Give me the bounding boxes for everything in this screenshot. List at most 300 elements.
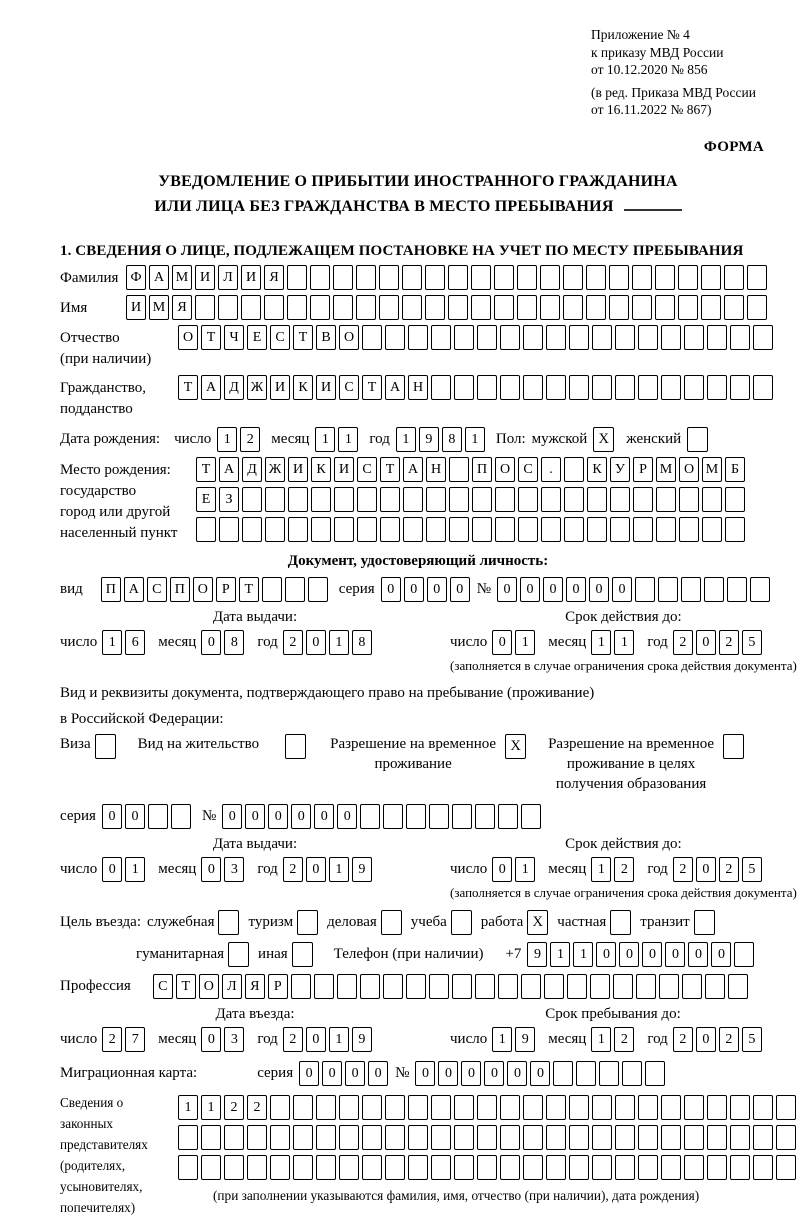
char-cell[interactable] [201, 1155, 221, 1180]
char-cell[interactable] [661, 1095, 681, 1120]
char-cell[interactable] [242, 487, 262, 512]
char-cell[interactable] [242, 517, 262, 542]
migration-series-boxes[interactable] [299, 1061, 391, 1086]
char-cell[interactable] [406, 974, 426, 999]
visa-checkbox[interactable] [95, 734, 116, 759]
char-cell[interactable] [730, 1095, 750, 1120]
char-cell[interactable] [224, 1125, 244, 1150]
char-cell[interactable] [776, 1095, 796, 1120]
char-cell[interactable] [383, 974, 403, 999]
char-cell[interactable] [592, 325, 612, 350]
char-cell[interactable] [311, 487, 331, 512]
purpose-transit-checkbox[interactable] [694, 910, 715, 935]
char-cell[interactable]: О [339, 325, 359, 350]
char-cell[interactable]: 8 [352, 630, 372, 655]
identity-issue-month[interactable] [201, 630, 247, 655]
char-cell[interactable]: 0 [381, 577, 401, 602]
char-cell[interactable] [402, 295, 422, 320]
char-cell[interactable] [270, 1125, 290, 1150]
char-cell[interactable]: 0 [415, 1061, 435, 1086]
char-cell[interactable] [679, 487, 699, 512]
char-cell[interactable] [704, 577, 724, 602]
char-cell[interactable]: А [149, 265, 169, 290]
char-cell[interactable]: Ф [126, 265, 146, 290]
char-cell[interactable] [316, 1095, 336, 1120]
char-cell[interactable] [196, 517, 216, 542]
char-cell[interactable] [498, 804, 518, 829]
char-cell[interactable]: 2 [614, 1027, 634, 1052]
char-cell[interactable] [360, 804, 380, 829]
purpose-business-checkbox[interactable] [381, 910, 402, 935]
char-cell[interactable]: 0 [427, 577, 447, 602]
char-cell[interactable]: . [541, 457, 561, 482]
char-cell[interactable]: 0 [222, 804, 242, 829]
char-cell[interactable] [707, 1125, 727, 1150]
char-cell[interactable]: Н [408, 375, 428, 400]
char-cell[interactable]: 0 [345, 1061, 365, 1086]
char-cell[interactable] [656, 487, 676, 512]
char-cell[interactable] [587, 487, 607, 512]
char-cell[interactable] [454, 1155, 474, 1180]
char-cell[interactable] [425, 265, 445, 290]
phone-boxes[interactable] [527, 942, 757, 967]
char-cell[interactable]: Т [239, 577, 259, 602]
residence-issue-day[interactable] [102, 857, 148, 882]
char-cell[interactable] [287, 295, 307, 320]
char-cell[interactable] [563, 265, 583, 290]
char-cell[interactable]: Д [224, 375, 244, 400]
doc-series-boxes[interactable] [381, 577, 473, 602]
char-cell[interactable]: 1 [178, 1095, 198, 1120]
char-cell[interactable] [500, 1095, 520, 1120]
char-cell[interactable]: 0 [201, 857, 221, 882]
char-cell[interactable]: Е [196, 487, 216, 512]
char-cell[interactable] [408, 325, 428, 350]
char-cell[interactable] [707, 325, 727, 350]
char-cell[interactable] [494, 295, 514, 320]
char-cell[interactable]: 0 [306, 1027, 326, 1052]
char-cell[interactable] [448, 295, 468, 320]
char-cell[interactable] [403, 517, 423, 542]
char-cell[interactable] [310, 295, 330, 320]
char-cell[interactable] [385, 1155, 405, 1180]
char-cell[interactable]: 1 [125, 857, 145, 882]
char-cell[interactable] [645, 1061, 665, 1086]
char-cell[interactable] [288, 487, 308, 512]
char-cell[interactable]: 2 [673, 630, 693, 655]
char-cell[interactable] [472, 487, 492, 512]
surname-boxes[interactable] [126, 265, 770, 290]
char-cell[interactable]: 0 [368, 1061, 388, 1086]
char-cell[interactable] [753, 1125, 773, 1150]
char-cell[interactable] [224, 1155, 244, 1180]
char-cell[interactable] [339, 1125, 359, 1150]
birth-day-boxes[interactable] [217, 427, 263, 452]
char-cell[interactable] [638, 1155, 658, 1180]
char-cell[interactable]: 0 [291, 804, 311, 829]
char-cell[interactable] [540, 295, 560, 320]
char-cell[interactable] [635, 577, 655, 602]
char-cell[interactable] [615, 1125, 635, 1150]
sex-male-checkbox[interactable]: X [593, 427, 614, 452]
char-cell[interactable] [425, 295, 445, 320]
char-cell[interactable]: 3 [224, 857, 244, 882]
char-cell[interactable] [285, 577, 305, 602]
char-cell[interactable]: 1 [515, 857, 535, 882]
char-cell[interactable] [383, 804, 403, 829]
char-cell[interactable]: У [610, 457, 630, 482]
char-cell[interactable] [362, 1155, 382, 1180]
representatives-boxes-row-3[interactable] [178, 1155, 799, 1180]
char-cell[interactable]: Б [725, 457, 745, 482]
char-cell[interactable]: 2 [247, 1095, 267, 1120]
char-cell[interactable] [638, 325, 658, 350]
purpose-other-checkbox[interactable] [292, 942, 313, 967]
char-cell[interactable] [682, 974, 702, 999]
char-cell[interactable]: 0 [438, 1061, 458, 1086]
char-cell[interactable] [334, 487, 354, 512]
char-cell[interactable]: 0 [612, 577, 632, 602]
char-cell[interactable] [684, 375, 704, 400]
char-cell[interactable] [406, 804, 426, 829]
char-cell[interactable]: И [241, 265, 261, 290]
identity-valid-year[interactable] [673, 630, 765, 655]
char-cell[interactable] [724, 295, 744, 320]
char-cell[interactable] [517, 295, 537, 320]
char-cell[interactable] [477, 1155, 497, 1180]
char-cell[interactable] [431, 1095, 451, 1120]
char-cell[interactable] [658, 577, 678, 602]
char-cell[interactable]: О [679, 457, 699, 482]
char-cell[interactable] [569, 325, 589, 350]
char-cell[interactable]: 1 [201, 1095, 221, 1120]
char-cell[interactable] [523, 1125, 543, 1150]
char-cell[interactable] [546, 375, 566, 400]
char-cell[interactable] [293, 1155, 313, 1180]
char-cell[interactable] [679, 517, 699, 542]
char-cell[interactable]: 0 [596, 942, 616, 967]
char-cell[interactable]: 0 [461, 1061, 481, 1086]
char-cell[interactable] [632, 295, 652, 320]
char-cell[interactable] [546, 1155, 566, 1180]
char-cell[interactable] [362, 325, 382, 350]
char-cell[interactable]: 0 [543, 577, 563, 602]
char-cell[interactable]: 8 [442, 427, 462, 452]
birth-place-boxes-row-3[interactable] [196, 517, 748, 542]
char-cell[interactable] [293, 1095, 313, 1120]
char-cell[interactable]: 1 [550, 942, 570, 967]
char-cell[interactable] [195, 295, 215, 320]
char-cell[interactable] [541, 517, 561, 542]
profession-boxes[interactable] [153, 974, 751, 999]
char-cell[interactable]: 2 [673, 1027, 693, 1052]
char-cell[interactable] [385, 1125, 405, 1150]
char-cell[interactable] [270, 1155, 290, 1180]
char-cell[interactable] [454, 375, 474, 400]
char-cell[interactable] [477, 375, 497, 400]
char-cell[interactable]: 0 [492, 857, 512, 882]
char-cell[interactable] [380, 517, 400, 542]
char-cell[interactable] [592, 1155, 612, 1180]
char-cell[interactable] [500, 1155, 520, 1180]
char-cell[interactable]: А [219, 457, 239, 482]
char-cell[interactable] [362, 1095, 382, 1120]
char-cell[interactable] [265, 487, 285, 512]
char-cell[interactable] [454, 1125, 474, 1150]
char-cell[interactable]: 7 [125, 1027, 145, 1052]
char-cell[interactable]: 2 [283, 857, 303, 882]
purpose-study-checkbox[interactable] [451, 910, 472, 935]
char-cell[interactable]: 1 [465, 427, 485, 452]
char-cell[interactable] [541, 487, 561, 512]
char-cell[interactable] [333, 295, 353, 320]
char-cell[interactable] [776, 1155, 796, 1180]
char-cell[interactable]: П [170, 577, 190, 602]
char-cell[interactable] [477, 1095, 497, 1120]
identity-valid-month[interactable] [591, 630, 637, 655]
char-cell[interactable] [638, 1095, 658, 1120]
char-cell[interactable] [610, 487, 630, 512]
char-cell[interactable] [684, 325, 704, 350]
char-cell[interactable]: 5 [742, 857, 762, 882]
stay-day[interactable] [492, 1027, 538, 1052]
char-cell[interactable]: 1 [102, 630, 122, 655]
char-cell[interactable] [518, 487, 538, 512]
char-cell[interactable] [661, 1125, 681, 1150]
char-cell[interactable]: И [270, 375, 290, 400]
char-cell[interactable]: И [334, 457, 354, 482]
char-cell[interactable]: 0 [530, 1061, 550, 1086]
char-cell[interactable] [431, 325, 451, 350]
char-cell[interactable] [564, 457, 584, 482]
char-cell[interactable] [655, 295, 675, 320]
char-cell[interactable] [633, 487, 653, 512]
doc-number-boxes[interactable] [497, 577, 773, 602]
char-cell[interactable] [495, 487, 515, 512]
char-cell[interactable] [681, 577, 701, 602]
char-cell[interactable] [477, 1125, 497, 1150]
char-cell[interactable] [610, 517, 630, 542]
char-cell[interactable] [472, 517, 492, 542]
char-cell[interactable]: 0 [619, 942, 639, 967]
char-cell[interactable]: А [403, 457, 423, 482]
stay-year[interactable] [673, 1027, 765, 1052]
birth-month-boxes[interactable] [315, 427, 361, 452]
char-cell[interactable] [475, 974, 495, 999]
char-cell[interactable] [270, 1095, 290, 1120]
char-cell[interactable] [590, 974, 610, 999]
char-cell[interactable]: А [385, 375, 405, 400]
char-cell[interactable] [523, 1095, 543, 1120]
char-cell[interactable] [426, 487, 446, 512]
char-cell[interactable]: С [357, 457, 377, 482]
char-cell[interactable]: О [178, 325, 198, 350]
char-cell[interactable] [495, 517, 515, 542]
char-cell[interactable]: 0 [102, 804, 122, 829]
char-cell[interactable] [661, 1155, 681, 1180]
char-cell[interactable] [178, 1125, 198, 1150]
char-cell[interactable] [747, 295, 767, 320]
char-cell[interactable] [477, 325, 497, 350]
char-cell[interactable] [431, 375, 451, 400]
char-cell[interactable]: 1 [591, 630, 611, 655]
char-cell[interactable]: 1 [329, 1027, 349, 1052]
char-cell[interactable] [730, 375, 750, 400]
char-cell[interactable] [599, 1061, 619, 1086]
char-cell[interactable]: 1 [338, 427, 358, 452]
char-cell[interactable] [776, 1125, 796, 1150]
char-cell[interactable]: 9 [419, 427, 439, 452]
char-cell[interactable] [523, 375, 543, 400]
char-cell[interactable]: З [219, 487, 239, 512]
char-cell[interactable] [265, 517, 285, 542]
char-cell[interactable] [293, 1125, 313, 1150]
char-cell[interactable] [379, 295, 399, 320]
char-cell[interactable] [569, 1095, 589, 1120]
char-cell[interactable]: С [147, 577, 167, 602]
char-cell[interactable] [403, 487, 423, 512]
char-cell[interactable]: Т [362, 375, 382, 400]
char-cell[interactable]: 2 [283, 630, 303, 655]
char-cell[interactable]: 0 [268, 804, 288, 829]
char-cell[interactable]: Ж [247, 375, 267, 400]
char-cell[interactable] [385, 1095, 405, 1120]
char-cell[interactable] [523, 325, 543, 350]
char-cell[interactable] [678, 265, 698, 290]
char-cell[interactable] [632, 265, 652, 290]
char-cell[interactable]: 0 [201, 630, 221, 655]
char-cell[interactable] [454, 1095, 474, 1120]
representatives-boxes-row-1[interactable] [178, 1095, 799, 1120]
char-cell[interactable] [540, 265, 560, 290]
char-cell[interactable]: К [587, 457, 607, 482]
char-cell[interactable] [287, 265, 307, 290]
char-cell[interactable] [702, 517, 722, 542]
char-cell[interactable] [288, 517, 308, 542]
char-cell[interactable] [247, 1155, 267, 1180]
char-cell[interactable] [449, 457, 469, 482]
char-cell[interactable]: 3 [224, 1027, 244, 1052]
char-cell[interactable]: 2 [719, 1027, 739, 1052]
char-cell[interactable] [569, 1155, 589, 1180]
char-cell[interactable] [356, 265, 376, 290]
char-cell[interactable] [615, 375, 635, 400]
char-cell[interactable] [498, 974, 518, 999]
char-cell[interactable] [659, 974, 679, 999]
char-cell[interactable] [426, 517, 446, 542]
birth-year-boxes[interactable] [396, 427, 488, 452]
char-cell[interactable]: 0 [696, 1027, 716, 1052]
entry-month[interactable] [201, 1027, 247, 1052]
char-cell[interactable]: С [153, 974, 173, 999]
char-cell[interactable] [452, 804, 472, 829]
char-cell[interactable]: 0 [507, 1061, 527, 1086]
char-cell[interactable] [701, 265, 721, 290]
char-cell[interactable] [429, 804, 449, 829]
char-cell[interactable] [308, 577, 328, 602]
char-cell[interactable] [311, 517, 331, 542]
char-cell[interactable] [454, 325, 474, 350]
char-cell[interactable] [379, 265, 399, 290]
char-cell[interactable] [622, 1061, 642, 1086]
char-cell[interactable]: П [472, 457, 492, 482]
char-cell[interactable]: 1 [315, 427, 335, 452]
char-cell[interactable] [569, 375, 589, 400]
char-cell[interactable]: 2 [102, 1027, 122, 1052]
char-cell[interactable]: Т [178, 375, 198, 400]
char-cell[interactable]: 1 [217, 427, 237, 452]
entry-year[interactable] [283, 1027, 375, 1052]
char-cell[interactable] [408, 1095, 428, 1120]
char-cell[interactable] [705, 974, 725, 999]
char-cell[interactable]: 2 [673, 857, 693, 882]
char-cell[interactable]: О [199, 974, 219, 999]
char-cell[interactable] [408, 1125, 428, 1150]
char-cell[interactable] [333, 265, 353, 290]
char-cell[interactable]: И [316, 375, 336, 400]
char-cell[interactable]: И [126, 295, 146, 320]
char-cell[interactable]: 1 [329, 630, 349, 655]
identity-issue-day[interactable] [102, 630, 148, 655]
char-cell[interactable]: 1 [492, 1027, 512, 1052]
patronymic-boxes[interactable] [178, 325, 776, 350]
char-cell[interactable] [638, 375, 658, 400]
char-cell[interactable]: М [149, 295, 169, 320]
char-cell[interactable] [500, 375, 520, 400]
edu-permit-checkbox[interactable] [723, 734, 744, 759]
char-cell[interactable]: А [124, 577, 144, 602]
char-cell[interactable] [609, 295, 629, 320]
char-cell[interactable] [449, 487, 469, 512]
char-cell[interactable]: 9 [352, 857, 372, 882]
char-cell[interactable]: И [195, 265, 215, 290]
char-cell[interactable] [518, 517, 538, 542]
char-cell[interactable]: 2 [240, 427, 260, 452]
char-cell[interactable] [753, 375, 773, 400]
char-cell[interactable] [219, 517, 239, 542]
char-cell[interactable] [148, 804, 168, 829]
char-cell[interactable]: 0 [306, 630, 326, 655]
char-cell[interactable] [750, 577, 770, 602]
char-cell[interactable]: 8 [224, 630, 244, 655]
char-cell[interactable] [241, 295, 261, 320]
char-cell[interactable]: 2 [719, 630, 739, 655]
entry-day[interactable] [102, 1027, 148, 1052]
char-cell[interactable] [592, 1125, 612, 1150]
char-cell[interactable]: М [172, 265, 192, 290]
residence-number-boxes[interactable] [222, 804, 544, 829]
char-cell[interactable] [730, 1155, 750, 1180]
char-cell[interactable]: И [288, 457, 308, 482]
char-cell[interactable]: П [101, 577, 121, 602]
char-cell[interactable] [553, 1061, 573, 1086]
char-cell[interactable] [544, 974, 564, 999]
char-cell[interactable]: О [193, 577, 213, 602]
char-cell[interactable]: 0 [299, 1061, 319, 1086]
char-cell[interactable]: М [702, 457, 722, 482]
char-cell[interactable] [564, 517, 584, 542]
char-cell[interactable] [291, 974, 311, 999]
char-cell[interactable] [747, 265, 767, 290]
char-cell[interactable] [357, 487, 377, 512]
char-cell[interactable] [449, 517, 469, 542]
char-cell[interactable] [171, 804, 191, 829]
char-cell[interactable] [178, 1155, 198, 1180]
char-cell[interactable] [727, 577, 747, 602]
char-cell[interactable] [564, 487, 584, 512]
char-cell[interactable] [655, 265, 675, 290]
char-cell[interactable]: 0 [306, 857, 326, 882]
